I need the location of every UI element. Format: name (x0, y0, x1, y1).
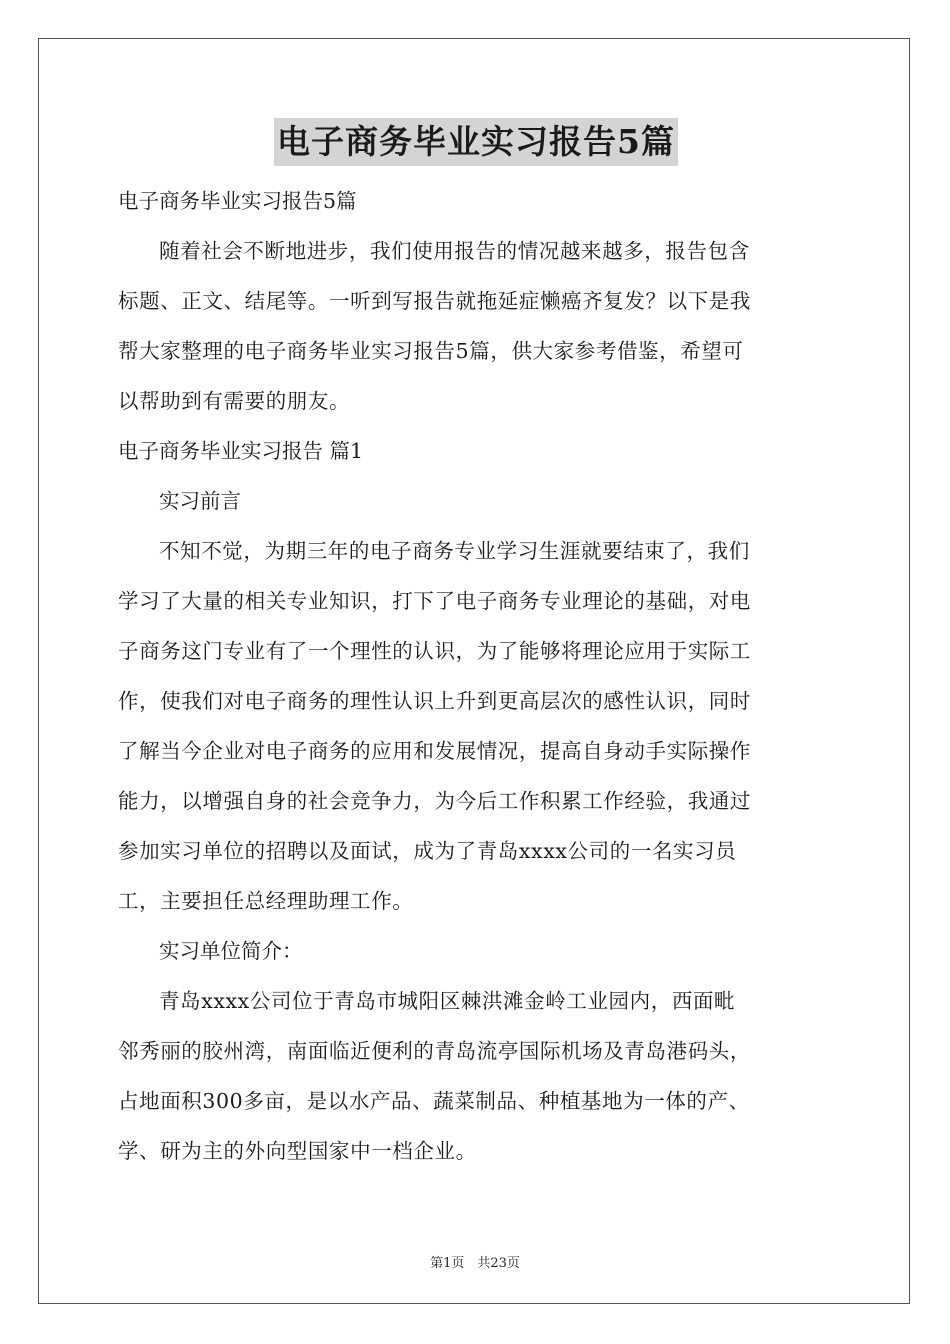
intro-line: 以帮助到有需要的朋友。 (118, 389, 351, 413)
preface-paragraph (118, 526, 834, 926)
document-body (118, 118, 834, 1176)
unit-line: 青岛xxxx公司位于青岛市城阳区棘洪滩金岭工业园内，西面毗 (159, 989, 736, 1013)
intro-line: 标题、正文、结尾等。一听到写报告就拖延症懒癌齐复发？以下是我 (118, 289, 751, 313)
intro-line: 帮大家整理的电子商务毕业实习报告5篇，供大家参考借鉴，希望可 (118, 339, 744, 363)
unit-line: 邻秀丽的胶州湾，南面临近便利的青岛流亭国际机场及青岛港码头， (118, 1039, 751, 1063)
preface-line: 不知不觉，为期三年的电子商务专业学习生涯就要结束了，我们 (159, 539, 750, 563)
preface-line: 参加实习单位的招聘以及面试，成为了青岛xxxx公司的一名实习员 (118, 839, 737, 863)
document-title: 电子商务毕业实习报告5篇 (274, 118, 678, 166)
page-footer (0, 1252, 950, 1271)
document-subtitle: 电子商务毕业实习报告5篇 (118, 189, 357, 213)
unit-paragraph (118, 976, 834, 1176)
preface-line: 学习了大量的相关专业知识，打下了电子商务专业理论的基础，对电 (118, 589, 751, 613)
preface-heading: 实习前言 (159, 489, 241, 513)
page-number: 第1页 共23页 (430, 1256, 520, 1271)
unit-line: 学、研为主的外向型国家中一档企业。 (118, 1139, 477, 1163)
unit-heading: 实习单位简介： (159, 939, 303, 963)
section-heading: 电子商务毕业实习报告 篇1 (118, 439, 364, 463)
preface-line: 能力，以增强自身的社会竞争力，为今后工作积累工作经验，我通过 (118, 789, 751, 813)
preface-line: 作，使我们对电子商务的理性认识上升到更高层次的感性认识，同时 (118, 689, 751, 713)
preface-line: 工，主要担任总经理助理工作。 (118, 889, 414, 913)
intro-paragraph (118, 226, 834, 426)
unit-line: 占地面积300多亩，是以水产品、蔬菜制品、种植基地为一体的产、 (118, 1089, 750, 1113)
preface-line: 子商务这门专业有了一个理性的认识，为了能够将理论应用于实际工 (118, 639, 751, 663)
intro-line: 随着社会不断地进步，我们使用报告的情况越来越多，报告包含 (159, 239, 750, 263)
preface-line: 了解当今企业对电子商务的应用和发展情况，提高自身动手实际操作 (118, 739, 751, 763)
title-wrap (118, 118, 834, 166)
